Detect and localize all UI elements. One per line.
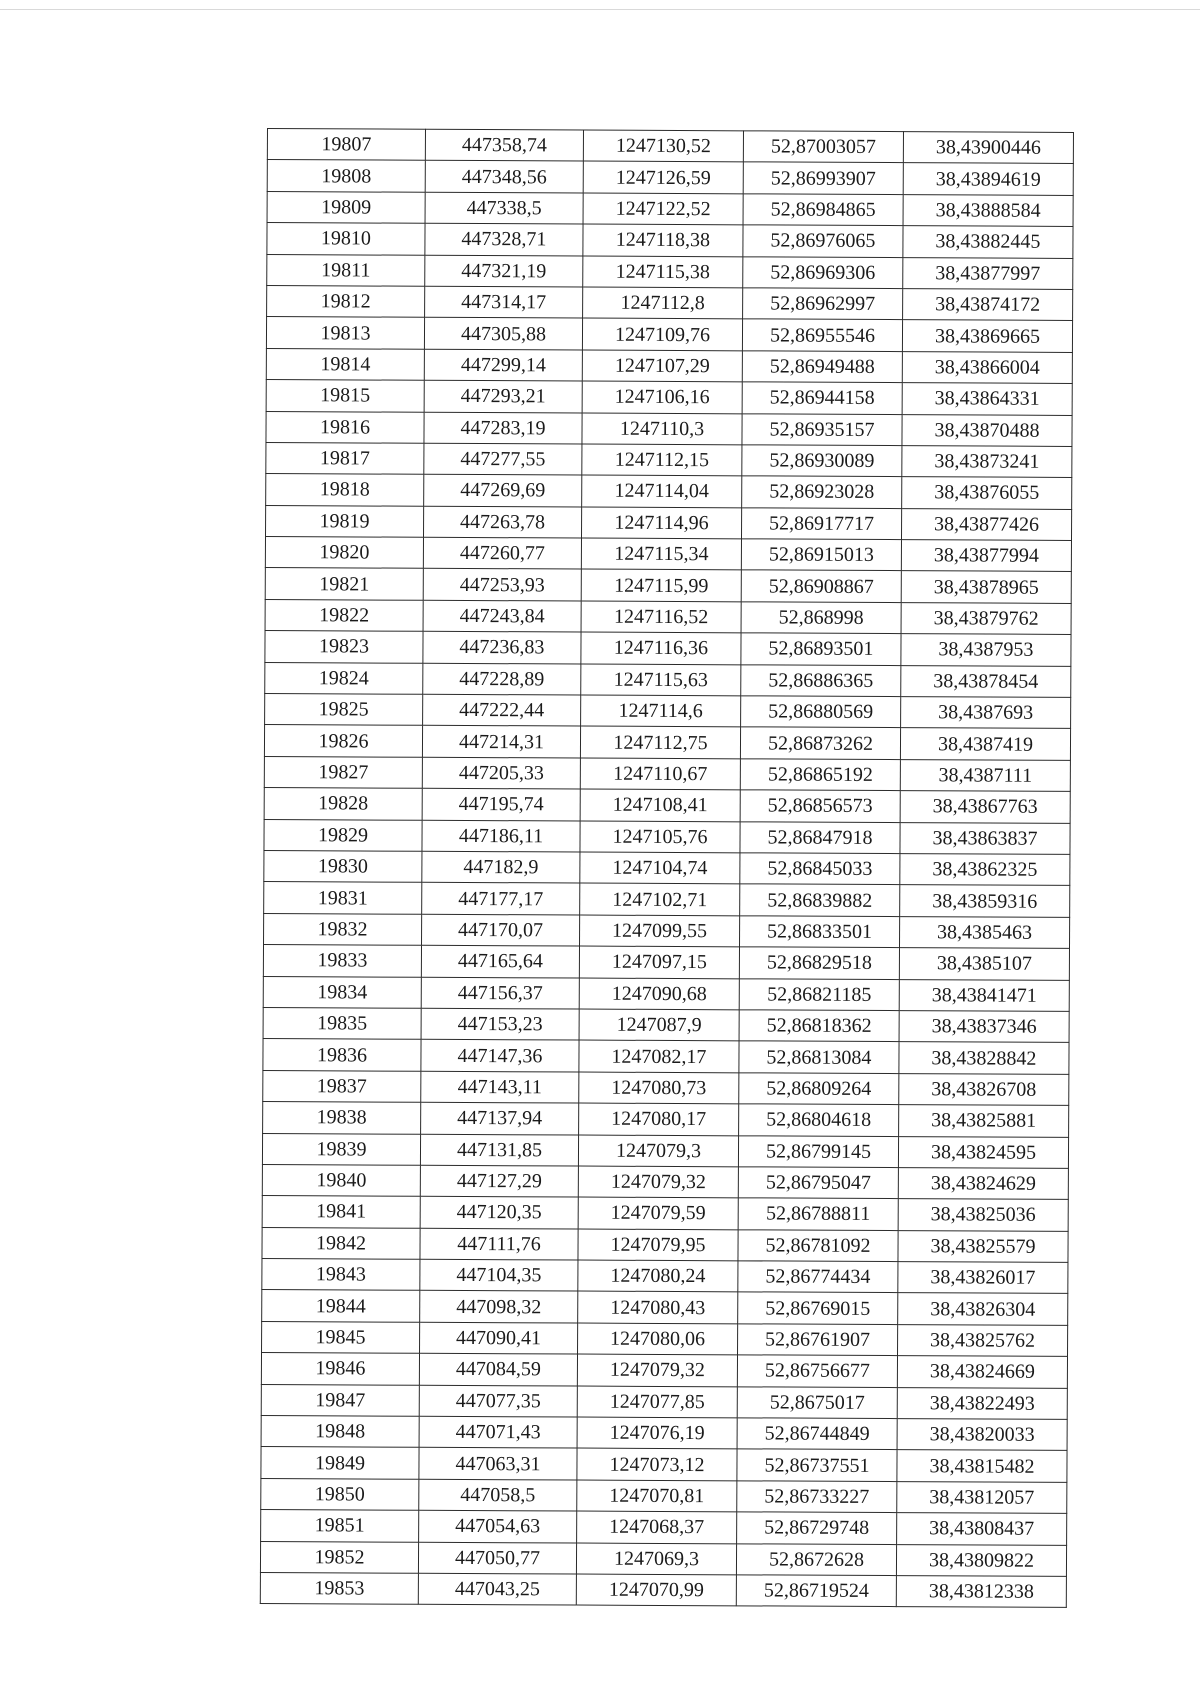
x-coordinate-cell: 447305,88 bbox=[424, 318, 582, 350]
latitude-cell: 52,86733227 bbox=[737, 1481, 897, 1513]
table-row bbox=[267, 254, 1073, 289]
point-number-cell: 19819 bbox=[266, 505, 424, 537]
point-number-cell: 19850 bbox=[261, 1478, 419, 1510]
y-coordinate-cell: 1247069,3 bbox=[576, 1543, 736, 1575]
longitude-cell: 38,43826017 bbox=[898, 1262, 1068, 1294]
latitude-cell: 52,86788811 bbox=[738, 1198, 898, 1230]
point-number-cell: 19823 bbox=[265, 631, 423, 663]
table-row bbox=[262, 1290, 1068, 1325]
latitude-cell: 52,86845033 bbox=[740, 853, 900, 885]
longitude-cell: 38,4387111 bbox=[900, 759, 1070, 791]
latitude-cell: 52,86969306 bbox=[743, 256, 903, 288]
table-row bbox=[266, 348, 1072, 383]
table-row bbox=[264, 850, 1070, 885]
y-coordinate-cell: 1247097,15 bbox=[579, 946, 739, 978]
x-coordinate-cell: 447098,32 bbox=[420, 1291, 578, 1323]
latitude-cell: 52,86917717 bbox=[741, 508, 901, 540]
point-number-cell: 19822 bbox=[265, 599, 423, 631]
longitude-cell: 38,43879762 bbox=[901, 602, 1071, 634]
longitude-cell: 38,4387693 bbox=[901, 697, 1071, 729]
table-row bbox=[264, 819, 1070, 854]
y-coordinate-cell: 1247110,3 bbox=[582, 413, 742, 445]
latitude-cell: 52,868998 bbox=[741, 602, 901, 634]
point-number-cell: 19847 bbox=[261, 1384, 419, 1416]
y-coordinate-cell: 1247112,15 bbox=[582, 444, 742, 476]
y-coordinate-cell: 1247110,67 bbox=[580, 758, 740, 790]
table-row bbox=[260, 1541, 1066, 1576]
longitude-cell: 38,43863837 bbox=[900, 822, 1070, 854]
x-coordinate-cell: 447348,56 bbox=[425, 161, 583, 193]
y-coordinate-cell: 1247068,37 bbox=[577, 1511, 737, 1543]
point-number-cell: 19818 bbox=[266, 474, 424, 506]
latitude-cell: 52,86818362 bbox=[739, 1010, 899, 1042]
y-coordinate-cell: 1247079,32 bbox=[578, 1166, 738, 1198]
longitude-cell: 38,43888584 bbox=[903, 194, 1073, 226]
longitude-cell: 38,43808437 bbox=[897, 1513, 1067, 1545]
table-row bbox=[261, 1384, 1067, 1419]
x-coordinate-cell: 447195,74 bbox=[422, 788, 580, 820]
x-coordinate-cell: 447228,89 bbox=[423, 663, 581, 695]
table-row bbox=[262, 1164, 1068, 1199]
point-number-cell: 19839 bbox=[262, 1133, 420, 1165]
longitude-cell: 38,43877426 bbox=[901, 508, 1071, 540]
latitude-cell: 52,86865192 bbox=[740, 759, 900, 791]
latitude-cell: 52,86962997 bbox=[743, 288, 903, 320]
y-coordinate-cell: 1247080,43 bbox=[578, 1291, 738, 1323]
longitude-cell: 38,43820033 bbox=[897, 1419, 1067, 1451]
point-number-cell: 19817 bbox=[266, 442, 424, 474]
x-coordinate-cell: 447153,23 bbox=[421, 1008, 579, 1040]
table-row bbox=[267, 223, 1073, 258]
point-number-cell: 19827 bbox=[264, 756, 422, 788]
point-number-cell: 19834 bbox=[263, 976, 421, 1008]
x-coordinate-cell: 447090,41 bbox=[420, 1322, 578, 1354]
longitude-cell: 38,43824595 bbox=[898, 1136, 1068, 1168]
y-coordinate-cell: 1247115,63 bbox=[581, 664, 741, 696]
x-coordinate-cell: 447182,9 bbox=[422, 851, 580, 883]
table-row bbox=[266, 442, 1072, 477]
x-coordinate-cell: 447137,94 bbox=[421, 1102, 579, 1134]
latitude-cell: 52,86976065 bbox=[743, 225, 903, 257]
table-row bbox=[265, 537, 1071, 572]
x-coordinate-cell: 447177,17 bbox=[422, 883, 580, 915]
point-number-cell: 19813 bbox=[266, 317, 424, 349]
latitude-cell: 52,86809264 bbox=[739, 1073, 899, 1105]
x-coordinate-cell: 447077,35 bbox=[419, 1385, 577, 1417]
table-row bbox=[267, 285, 1073, 320]
y-coordinate-cell: 1247130,52 bbox=[583, 130, 743, 162]
latitude-cell: 52,86908867 bbox=[741, 570, 901, 602]
y-coordinate-cell: 1247079,95 bbox=[578, 1229, 738, 1261]
point-number-cell: 19825 bbox=[265, 694, 423, 726]
y-coordinate-cell: 1247080,06 bbox=[578, 1323, 738, 1355]
y-coordinate-cell: 1247080,17 bbox=[579, 1103, 739, 1135]
table-row bbox=[266, 411, 1072, 446]
table-row bbox=[262, 1259, 1068, 1294]
y-coordinate-cell: 1247122,52 bbox=[583, 193, 743, 225]
table-row bbox=[265, 694, 1071, 729]
y-coordinate-cell: 1247118,38 bbox=[583, 224, 743, 256]
longitude-cell: 38,4387953 bbox=[901, 634, 1071, 666]
table-row bbox=[266, 317, 1072, 352]
point-number-cell: 19832 bbox=[264, 913, 422, 945]
x-coordinate-cell: 447043,25 bbox=[418, 1573, 576, 1605]
longitude-cell: 38,43825881 bbox=[899, 1105, 1069, 1137]
x-coordinate-cell: 447263,78 bbox=[424, 506, 582, 538]
x-coordinate-cell: 447071,43 bbox=[419, 1416, 577, 1448]
y-coordinate-cell: 1247114,96 bbox=[581, 507, 741, 539]
longitude-cell: 38,43878454 bbox=[901, 665, 1071, 697]
longitude-cell: 38,43870488 bbox=[902, 414, 1072, 446]
latitude-cell: 52,86829518 bbox=[739, 947, 899, 979]
latitude-cell: 52,86813084 bbox=[739, 1041, 899, 1073]
point-number-cell: 19844 bbox=[262, 1290, 420, 1322]
x-coordinate-cell: 447156,37 bbox=[421, 977, 579, 1009]
point-number-cell: 19848 bbox=[261, 1416, 419, 1448]
longitude-cell: 38,4385463 bbox=[900, 916, 1070, 948]
table-row bbox=[263, 945, 1069, 980]
x-coordinate-cell: 447165,64 bbox=[421, 945, 579, 977]
longitude-cell: 38,43900446 bbox=[903, 132, 1073, 164]
latitude-cell: 52,86984865 bbox=[743, 194, 903, 226]
x-coordinate-cell: 447269,69 bbox=[424, 475, 582, 507]
latitude-cell: 52,86756677 bbox=[737, 1355, 897, 1387]
latitude-cell: 52,86886365 bbox=[741, 664, 901, 696]
table-row bbox=[262, 1321, 1068, 1356]
longitude-cell: 38,4385107 bbox=[899, 948, 1069, 980]
x-coordinate-cell: 447111,76 bbox=[420, 1228, 578, 1260]
point-number-cell: 19842 bbox=[262, 1227, 420, 1259]
y-coordinate-cell: 1247114,6 bbox=[581, 695, 741, 727]
x-coordinate-cell: 447205,33 bbox=[422, 757, 580, 789]
longitude-cell: 38,43867763 bbox=[900, 791, 1070, 823]
latitude-cell: 52,8675017 bbox=[737, 1386, 897, 1418]
latitude-cell: 52,86993907 bbox=[743, 162, 903, 194]
point-number-cell: 19807 bbox=[267, 129, 425, 161]
point-number-cell: 19826 bbox=[264, 725, 422, 757]
longitude-cell: 38,43812057 bbox=[897, 1481, 1067, 1513]
longitude-cell: 38,43824669 bbox=[897, 1356, 1067, 1388]
coordinates-table bbox=[260, 128, 1074, 1608]
x-coordinate-cell: 447328,71 bbox=[425, 223, 583, 255]
y-coordinate-cell: 1247099,55 bbox=[580, 915, 740, 947]
table-row bbox=[264, 882, 1070, 917]
y-coordinate-cell: 1247090,68 bbox=[579, 978, 739, 1010]
y-coordinate-cell: 1247107,29 bbox=[582, 350, 742, 382]
longitude-cell: 38,43894619 bbox=[903, 163, 1073, 195]
latitude-cell: 52,86781092 bbox=[738, 1229, 898, 1261]
x-coordinate-cell: 447293,21 bbox=[424, 380, 582, 412]
latitude-cell: 52,86880569 bbox=[741, 696, 901, 728]
latitude-cell: 52,86873262 bbox=[740, 727, 900, 759]
point-number-cell: 19816 bbox=[266, 411, 424, 443]
x-coordinate-cell: 447084,59 bbox=[419, 1353, 577, 1385]
y-coordinate-cell: 1247077,85 bbox=[577, 1386, 737, 1418]
x-coordinate-cell: 447358,74 bbox=[425, 129, 583, 161]
table-row bbox=[265, 568, 1071, 603]
longitude-cell: 38,43866004 bbox=[902, 351, 1072, 383]
point-number-cell: 19838 bbox=[263, 1102, 421, 1134]
latitude-cell: 52,87003057 bbox=[743, 131, 903, 163]
table-row bbox=[264, 756, 1070, 791]
table-row bbox=[261, 1416, 1067, 1451]
x-coordinate-cell: 447243,84 bbox=[423, 600, 581, 632]
longitude-cell: 38,43809822 bbox=[896, 1544, 1066, 1576]
latitude-cell: 52,86935157 bbox=[742, 413, 902, 445]
point-number-cell: 19845 bbox=[262, 1321, 420, 1353]
latitude-cell: 52,86821185 bbox=[739, 978, 899, 1010]
latitude-cell: 52,86839882 bbox=[740, 884, 900, 916]
table-row bbox=[261, 1353, 1067, 1388]
longitude-cell: 38,43828842 bbox=[899, 1042, 1069, 1074]
longitude-cell: 38,43824629 bbox=[898, 1167, 1068, 1199]
longitude-cell: 38,4387419 bbox=[900, 728, 1070, 760]
x-coordinate-cell: 447283,19 bbox=[424, 412, 582, 444]
point-number-cell: 19840 bbox=[262, 1164, 420, 1196]
x-coordinate-cell: 447314,17 bbox=[425, 286, 583, 318]
point-number-cell: 19831 bbox=[264, 882, 422, 914]
latitude-cell: 52,86744849 bbox=[737, 1418, 897, 1450]
table-row bbox=[262, 1227, 1068, 1262]
y-coordinate-cell: 1247115,38 bbox=[583, 256, 743, 288]
y-coordinate-cell: 1247080,73 bbox=[579, 1072, 739, 1104]
longitude-cell: 38,43874172 bbox=[903, 289, 1073, 321]
latitude-cell: 52,86915013 bbox=[741, 539, 901, 571]
y-coordinate-cell: 1247108,41 bbox=[580, 789, 740, 821]
longitude-cell: 38,43873241 bbox=[902, 446, 1072, 478]
x-coordinate-cell: 447170,07 bbox=[422, 914, 580, 946]
x-coordinate-cell: 447050,77 bbox=[418, 1542, 576, 1574]
longitude-cell: 38,43877997 bbox=[903, 257, 1073, 289]
x-coordinate-cell: 447222,44 bbox=[423, 694, 581, 726]
y-coordinate-cell: 1247079,3 bbox=[578, 1135, 738, 1167]
point-number-cell: 19810 bbox=[267, 223, 425, 255]
y-coordinate-cell: 1247070,99 bbox=[576, 1574, 736, 1606]
point-number-cell: 19820 bbox=[265, 537, 423, 569]
longitude-cell: 38,43882445 bbox=[903, 226, 1073, 258]
x-coordinate-cell: 447253,93 bbox=[423, 569, 581, 601]
x-coordinate-cell: 447054,63 bbox=[419, 1510, 577, 1542]
table-row bbox=[267, 160, 1073, 195]
y-coordinate-cell: 1247106,16 bbox=[582, 381, 742, 413]
table-row bbox=[262, 1196, 1068, 1231]
x-coordinate-cell: 447147,36 bbox=[421, 1040, 579, 1072]
longitude-cell: 38,43878965 bbox=[901, 571, 1071, 603]
x-coordinate-cell: 447277,55 bbox=[424, 443, 582, 475]
y-coordinate-cell: 1247114,04 bbox=[582, 475, 742, 507]
longitude-cell: 38,43826708 bbox=[899, 1073, 1069, 1105]
y-coordinate-cell: 1247126,59 bbox=[583, 161, 743, 193]
x-coordinate-cell: 447143,11 bbox=[421, 1071, 579, 1103]
longitude-cell: 38,43864331 bbox=[902, 383, 1072, 415]
y-coordinate-cell: 1247079,32 bbox=[577, 1354, 737, 1386]
table-row bbox=[266, 380, 1072, 415]
latitude-cell: 52,86955546 bbox=[742, 319, 902, 351]
x-coordinate-cell: 447214,31 bbox=[422, 726, 580, 758]
longitude-cell: 38,43825579 bbox=[898, 1230, 1068, 1262]
latitude-cell: 52,86949488 bbox=[742, 351, 902, 383]
point-number-cell: 19824 bbox=[265, 662, 423, 694]
latitude-cell: 52,86944158 bbox=[742, 382, 902, 414]
longitude-cell: 38,43877994 bbox=[901, 540, 1071, 572]
x-coordinate-cell: 447260,77 bbox=[423, 537, 581, 569]
latitude-cell: 52,86923028 bbox=[742, 476, 902, 508]
point-number-cell: 19853 bbox=[260, 1572, 418, 1604]
longitude-cell: 38,43822493 bbox=[897, 1387, 1067, 1419]
latitude-cell: 52,86833501 bbox=[740, 916, 900, 948]
scan-edge-line bbox=[0, 9, 1200, 10]
table-row bbox=[260, 1572, 1066, 1607]
point-number-cell: 19851 bbox=[261, 1510, 419, 1542]
point-number-cell: 19808 bbox=[267, 160, 425, 192]
x-coordinate-cell: 447338,5 bbox=[425, 192, 583, 224]
latitude-cell: 52,86795047 bbox=[738, 1167, 898, 1199]
point-number-cell: 19841 bbox=[262, 1196, 420, 1228]
point-number-cell: 19837 bbox=[263, 1070, 421, 1102]
longitude-cell: 38,43812338 bbox=[896, 1576, 1066, 1608]
point-number-cell: 19836 bbox=[263, 1039, 421, 1071]
latitude-cell: 52,86719524 bbox=[736, 1575, 896, 1607]
y-coordinate-cell: 1247076,19 bbox=[577, 1417, 737, 1449]
point-number-cell: 19828 bbox=[264, 788, 422, 820]
point-number-cell: 19833 bbox=[263, 945, 421, 977]
table-row bbox=[261, 1510, 1067, 1545]
x-coordinate-cell: 447299,14 bbox=[424, 349, 582, 381]
latitude-cell: 52,8672628 bbox=[736, 1543, 896, 1575]
table-row bbox=[265, 662, 1071, 697]
y-coordinate-cell: 1247116,36 bbox=[581, 632, 741, 664]
longitude-cell: 38,43825762 bbox=[898, 1324, 1068, 1356]
table-row bbox=[263, 1007, 1069, 1042]
point-number-cell: 19843 bbox=[262, 1259, 420, 1291]
table-row bbox=[266, 505, 1072, 540]
latitude-cell: 52,86729748 bbox=[737, 1512, 897, 1544]
longitude-cell: 38,43841471 bbox=[899, 979, 1069, 1011]
table-row bbox=[265, 599, 1071, 634]
longitude-cell: 38,43859316 bbox=[900, 885, 1070, 917]
point-number-cell: 19812 bbox=[267, 285, 425, 317]
table-row bbox=[267, 191, 1073, 226]
point-number-cell: 19830 bbox=[264, 850, 422, 882]
latitude-cell: 52,86893501 bbox=[741, 633, 901, 665]
latitude-cell: 52,86737551 bbox=[737, 1449, 897, 1481]
y-coordinate-cell: 1247070,81 bbox=[577, 1480, 737, 1512]
latitude-cell: 52,86769015 bbox=[738, 1292, 898, 1324]
y-coordinate-cell: 1247073,12 bbox=[577, 1448, 737, 1480]
longitude-cell: 38,43862325 bbox=[900, 854, 1070, 886]
y-coordinate-cell: 1247080,24 bbox=[578, 1260, 738, 1292]
table-row bbox=[265, 631, 1071, 666]
point-number-cell: 19835 bbox=[263, 1007, 421, 1039]
point-number-cell: 19829 bbox=[264, 819, 422, 851]
latitude-cell: 52,86930089 bbox=[742, 445, 902, 477]
y-coordinate-cell: 1247112,8 bbox=[583, 287, 743, 319]
y-coordinate-cell: 1247112,75 bbox=[580, 726, 740, 758]
x-coordinate-cell: 447127,29 bbox=[420, 1165, 578, 1197]
point-number-cell: 19821 bbox=[265, 568, 423, 600]
y-coordinate-cell: 1247109,76 bbox=[582, 318, 742, 350]
table-row bbox=[261, 1447, 1067, 1482]
point-number-cell: 19815 bbox=[266, 380, 424, 412]
table-row bbox=[267, 129, 1073, 164]
y-coordinate-cell: 1247079,59 bbox=[578, 1197, 738, 1229]
x-coordinate-cell: 447236,83 bbox=[423, 632, 581, 664]
table-row bbox=[261, 1478, 1067, 1513]
table-row bbox=[264, 913, 1070, 948]
point-number-cell: 19852 bbox=[260, 1541, 418, 1573]
x-coordinate-cell: 447058,5 bbox=[419, 1479, 577, 1511]
y-coordinate-cell: 1247102,71 bbox=[580, 883, 740, 915]
longitude-cell: 38,43837346 bbox=[899, 1011, 1069, 1043]
x-coordinate-cell: 447063,31 bbox=[419, 1448, 577, 1480]
table-row bbox=[264, 725, 1070, 760]
longitude-cell: 38,43815482 bbox=[897, 1450, 1067, 1482]
y-coordinate-cell: 1247087,9 bbox=[579, 1009, 739, 1041]
point-number-cell: 19849 bbox=[261, 1447, 419, 1479]
latitude-cell: 52,86804618 bbox=[739, 1104, 899, 1136]
x-coordinate-cell: 447321,19 bbox=[425, 255, 583, 287]
point-number-cell: 19846 bbox=[261, 1353, 419, 1385]
y-coordinate-cell: 1247115,99 bbox=[581, 570, 741, 602]
coordinates-table-body bbox=[260, 129, 1073, 1608]
latitude-cell: 52,86856573 bbox=[740, 790, 900, 822]
latitude-cell: 52,86799145 bbox=[738, 1135, 898, 1167]
x-coordinate-cell: 447120,35 bbox=[420, 1197, 578, 1229]
latitude-cell: 52,86847918 bbox=[740, 821, 900, 853]
y-coordinate-cell: 1247105,76 bbox=[580, 821, 740, 853]
longitude-cell: 38,43826304 bbox=[898, 1293, 1068, 1325]
x-coordinate-cell: 447131,85 bbox=[420, 1134, 578, 1166]
point-number-cell: 19814 bbox=[266, 348, 424, 380]
y-coordinate-cell: 1247082,17 bbox=[579, 1040, 739, 1072]
point-number-cell: 19809 bbox=[267, 191, 425, 223]
table-row bbox=[263, 1070, 1069, 1105]
table-row bbox=[263, 1102, 1069, 1137]
table-row bbox=[263, 976, 1069, 1011]
x-coordinate-cell: 447104,35 bbox=[420, 1259, 578, 1291]
point-number-cell: 19811 bbox=[267, 254, 425, 286]
y-coordinate-cell: 1247116,52 bbox=[581, 601, 741, 633]
y-coordinate-cell: 1247115,34 bbox=[581, 538, 741, 570]
longitude-cell: 38,43876055 bbox=[902, 477, 1072, 509]
table-row bbox=[262, 1133, 1068, 1168]
table-row bbox=[266, 474, 1072, 509]
latitude-cell: 52,86774434 bbox=[738, 1261, 898, 1293]
longitude-cell: 38,43825036 bbox=[898, 1199, 1068, 1231]
x-coordinate-cell: 447186,11 bbox=[422, 820, 580, 852]
table-row bbox=[263, 1039, 1069, 1074]
longitude-cell: 38,43869665 bbox=[902, 320, 1072, 352]
y-coordinate-cell: 1247104,74 bbox=[580, 852, 740, 884]
latitude-cell: 52,86761907 bbox=[738, 1324, 898, 1356]
table-row bbox=[264, 788, 1070, 823]
